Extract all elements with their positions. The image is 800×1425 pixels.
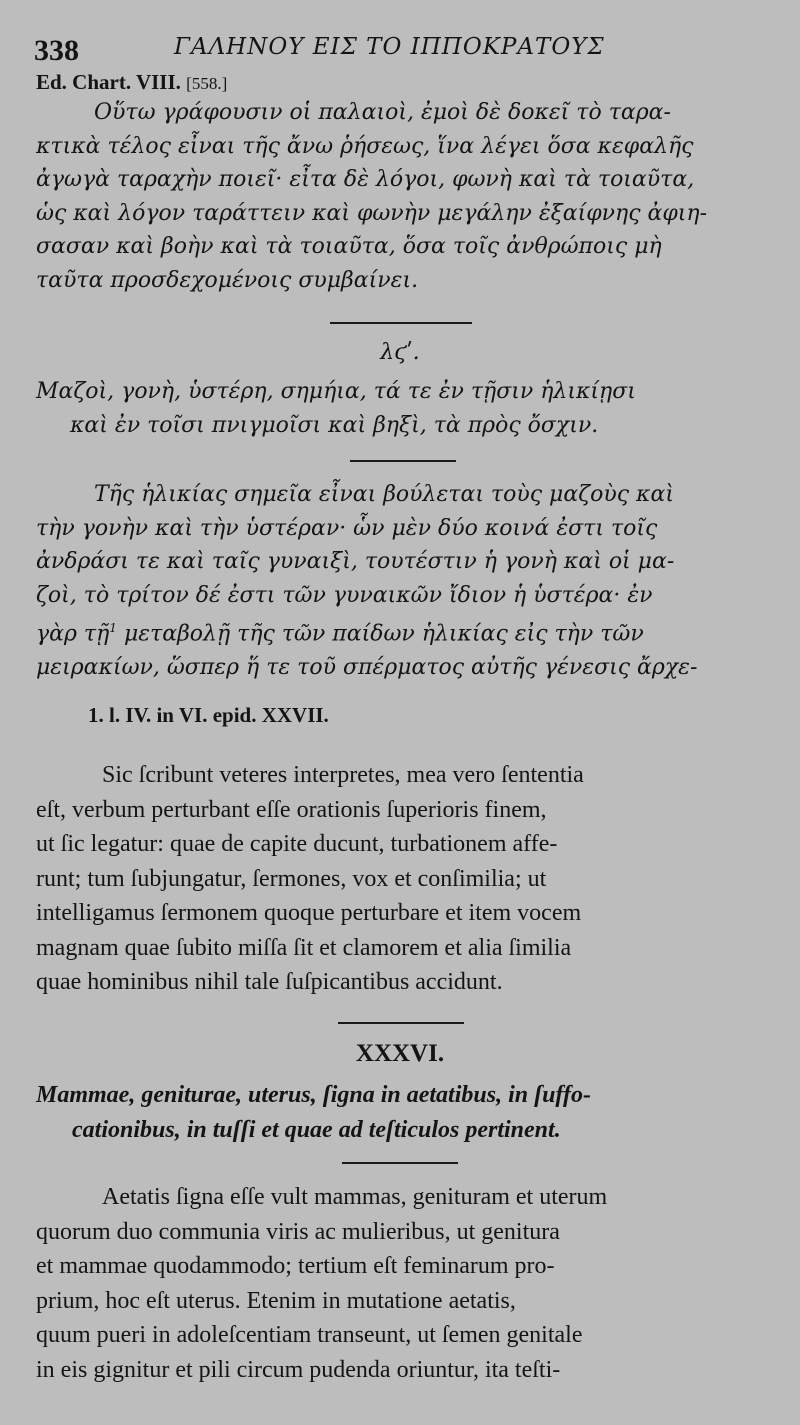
text-line: quae hominibus nihil tale ſuſpicantibus accidunt.: [36, 969, 503, 995]
section-divider: [342, 1162, 458, 1164]
text-line: [36, 612, 766, 651]
lemma-line: cationibus, in tuſſi et quae ad teſticulos pertinent.: [72, 1116, 561, 1143]
edition-label: Ed. Chart. VIII.: [36, 70, 181, 94]
text-line: ταῦτα προσδεχομένοις συμβαίνει.: [36, 267, 419, 293]
text-line: ut ſic legatur: quae de capite ducunt, turbationem affe-: [36, 831, 558, 857]
lemma-line: καὶ ἐν τοῖσι πνιγμοῖσι καὶ βηξὶ, τὰ πρὸς ὄσχιν.: [70, 412, 599, 438]
greek-section-number: λϛʹ.: [380, 340, 420, 365]
text-line: ὡς καὶ λόγον ταράττειν καὶ φωνὴν μεγάλην ἐξαίφνης ἀφιη-: [36, 200, 708, 226]
text-line: quorum duo communia viris ac mulieribus, ut genitura: [36, 1218, 560, 1245]
text-fragment: μεταβολῇ τῆς τῶν παίδων ἡλικίας εἰς τὴν τῶν: [123, 621, 644, 647]
footnote-marker: 1: [109, 621, 117, 635]
lemma-line: Mammae, geniturae, uterus, ſigna in aetatibus, in ſuffo-: [36, 1082, 591, 1108]
text-fragment: γὰρ τῇ: [36, 621, 110, 647]
text-line: σασαν καὶ βοὴν καὶ τὰ τοιαῦτα, ὅσα τοῖς ἀνθρώποις μὴ: [36, 234, 662, 259]
text-line: τὴν γονὴν καὶ τὴν ὑστέραν· ὧν μὲν δύο κοινά ἐστι τοῖς: [36, 515, 658, 541]
section-divider: [350, 460, 456, 462]
latin-lemma: [36, 1078, 766, 1147]
greek-lemma: [36, 375, 766, 442]
text-line: Οὕτω γράφουσιν οἱ παλαιοὶ, ἐμοὶ δὲ δοκεῖ τὸ ταρα-: [94, 100, 671, 125]
text-line: Τῆς ἡλικίας σημεῖα εἶναι βούλεται τοὺς μαζοὺς καὶ: [94, 482, 674, 507]
latin-commentary-paragraph-2: [36, 1180, 766, 1387]
section-divider: [338, 1022, 464, 1024]
page-header: [34, 30, 774, 70]
greek-commentary-paragraph-1: [36, 96, 766, 297]
text-line: magnam quae ſubito miſſa ſit et clamorem et alia ſimilia: [36, 934, 572, 961]
text-line: ἀνδράσι τε καὶ ταῖς γυναιξὶ, τουτέστιν ἡ γονὴ καὶ οἱ μα-: [36, 549, 675, 574]
edition-reference: [36, 70, 227, 95]
text-line: runt; tum ſubjungatur, ſermones, vox et conſimilia; ut: [36, 865, 547, 892]
text-line: intelligamus ſermonem quoque perturbare et item vocem: [36, 900, 582, 926]
text-line: prium, hoc eſt uterus. Etenim in mutatione aetatis,: [36, 1287, 516, 1314]
edition-page-bracket: [558.]: [186, 74, 228, 93]
section-divider: [330, 322, 472, 324]
latin-section-number: XXXVI.: [355, 1040, 445, 1067]
text-line: in eis gignitur et pili circum pudenda oriuntur, ita teſti-: [36, 1356, 561, 1383]
footnote: 1. l. IV. in VI. epid. XXVII.: [88, 703, 329, 727]
text-line: ἀγωγὰ ταραχὴν ποιεῖ· εἶτα δὲ λόγοι, φωνὴ καὶ τὰ τοιαῦτα,: [36, 167, 695, 192]
text-line: μειρακίων, ὥσπερ ἥ τε τοῦ σπέρματος αὐτῆς γένεσις ἄρχε-: [36, 654, 698, 680]
text-line: ζοὶ, τὸ τρίτον δέ ἐστι τῶν γυναικῶν ἴδιον ἡ ὑστέρα· ἐν: [36, 582, 653, 608]
text-line: Aetatis ſigna eſſe vult mammas, genituram et uterum: [102, 1184, 608, 1210]
running-title: ΓΑΛΗΝΟΥ ΕΙΣ ΤΟ ΙΠΠΟΚΡΑΤΟΥΣ: [174, 34, 605, 60]
greek-commentary-paragraph-2: [36, 478, 766, 684]
page-number: 338: [34, 34, 79, 67]
latin-commentary-paragraph-1: [36, 758, 766, 1000]
text-line: κτικὰ τέλος εἶναι τῆς ἄνω ῥήσεως, ἵνα λέγει ὅσα κεφαλῆς: [36, 133, 694, 159]
text-line: eſt, verbum perturbant eſſe orationis ſuperioris finem,: [36, 796, 547, 823]
text-line: Sic ſcribunt veteres interpretes, mea vero ſententia: [102, 762, 584, 788]
lemma-line: Μαζοὶ, γονὴ, ὑστέρη, σημήια, τά τε ἐν τῇσιν ἡλικίῃσι: [36, 379, 636, 404]
text-line: et mammae quodammodo; tertium eſt feminarum pro-: [36, 1253, 555, 1279]
text-line: quum pueri in adoleſcentiam transeunt, ut ſemen genitale: [36, 1322, 583, 1348]
